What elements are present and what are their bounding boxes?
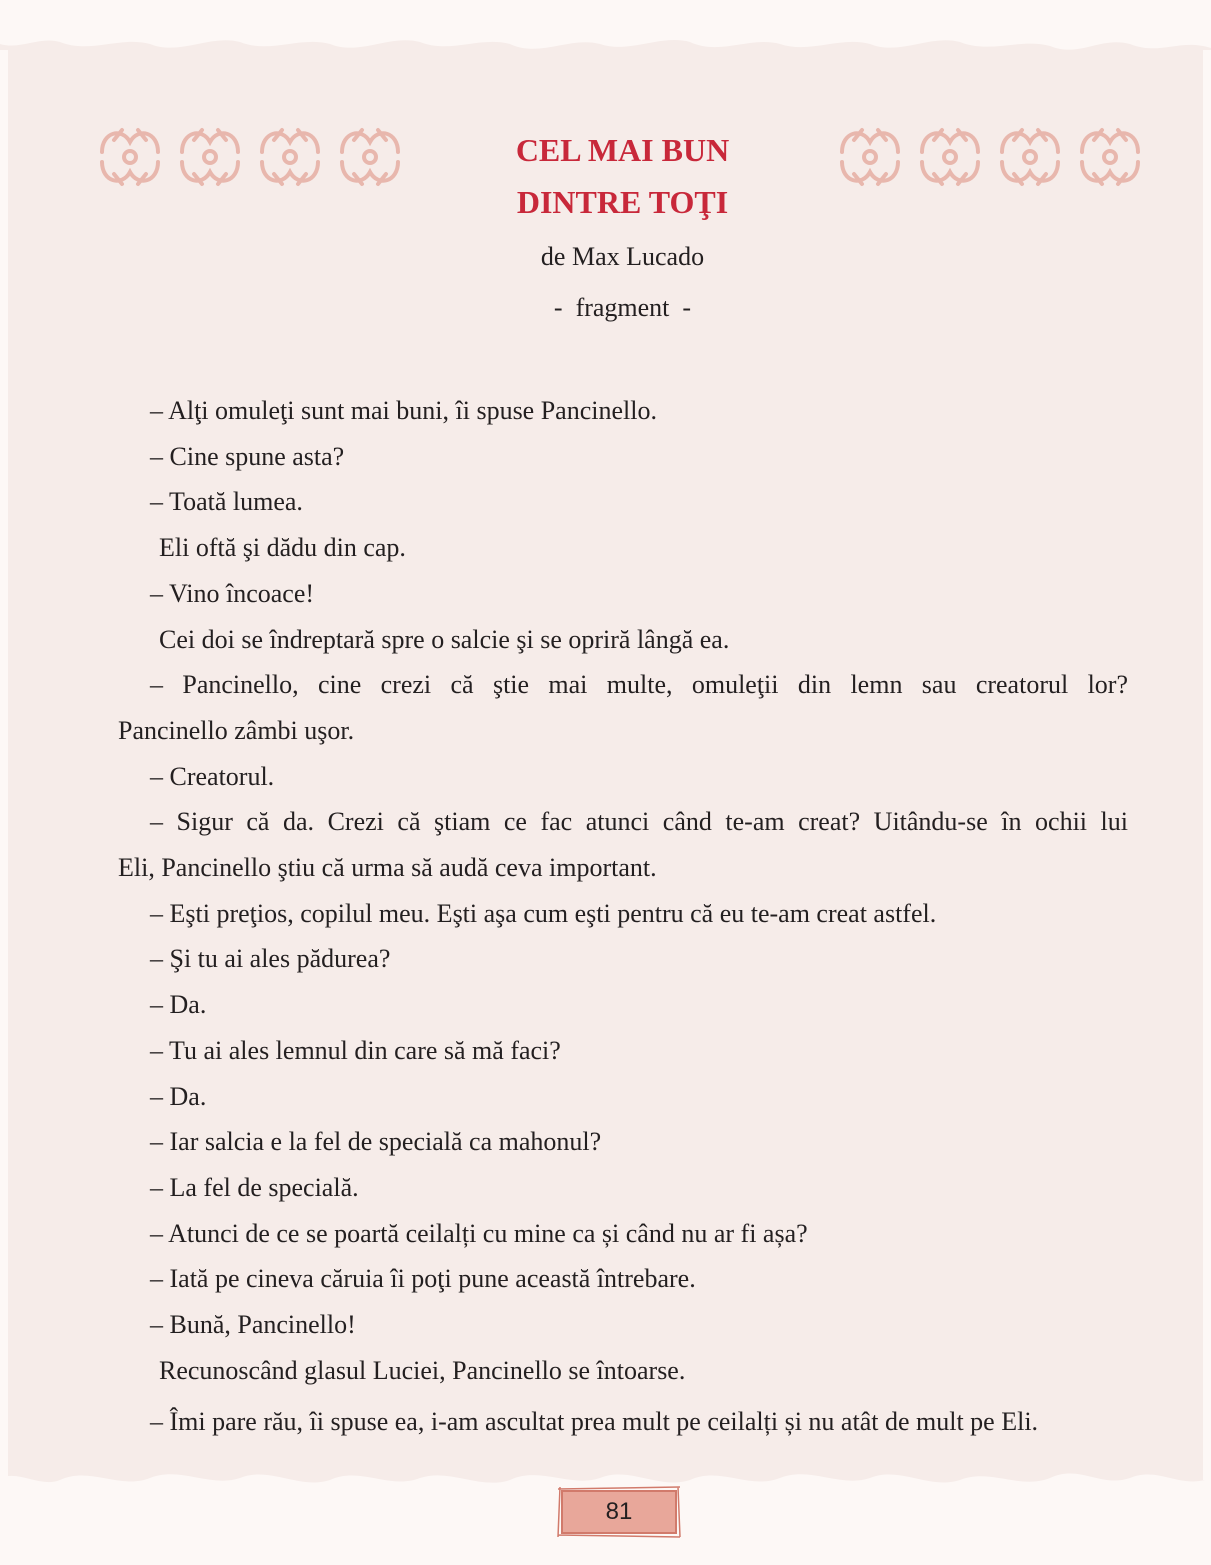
text-line: – La fel de specială. [150,1172,359,1202]
title-line-1: CEL MAI BUN [515,132,730,168]
text-line: – Da. [150,990,207,1020]
text-line: – Eşti preţios, copilul meu. Eşti aşa cum eşti pentru că eu te-am creat astfel. [150,898,937,928]
fragment-label: - fragment - [553,293,692,322]
text-line: – Toată lumea. [150,487,303,517]
ornament-right [832,112,1152,202]
text-line: Pancinello zâmbi uşor. [118,715,355,745]
title-line-2: DINTRE TOŢI [516,184,729,220]
text-line: – Atunci de ce se poartă ceilalți cu mine ca și când nu ar fi așa? [150,1218,808,1248]
text-line: – Cine spune asta? [150,441,345,471]
text-line: – Îmi pare rău, îi spuse ea, i-am ascultat prea mult pe ceilalți și nu atât de mult pe Eli. [150,1407,1039,1437]
text-line: Recunoscând glasul Luciei, Pancinello se întoarse. [159,1355,686,1385]
author: de Max Lucado [540,242,705,271]
story-text [118,388,1128,1445]
text-line: – Vino încoace! [150,578,315,608]
text-line: – Iar salcia e la fel de specială ca mahonul? [150,1127,602,1157]
text-line: Cei doi se îndreptară spre o salcie şi se opriră lângă ea. [159,624,730,654]
text-line: – Iată pe cineva căruia îi poţi pune această întrebare. [150,1264,696,1294]
text-line: – Creatorul. [150,761,275,791]
text-line: – Şi tu ai ales pădurea? [150,944,391,974]
text-line: Eli oftă şi dădu din cap. [159,533,406,563]
page-number: 81 [561,1490,677,1534]
text-line: – Tu ai ales lemnul din care să mă faci? [150,1035,561,1065]
text-line: – Alţi omuleţi sunt mai buni, îi spuse Pancinello. [150,396,657,425]
text-line: Eli, Pancinello ştiu că urma să audă ceva important. [118,853,657,883]
text-line: – Da. [150,1081,207,1111]
text-line: – Bună, Pancinello! [150,1310,356,1340]
ornament-left [92,112,412,202]
text-line: – Sigur că da. Crezi că ştiam ce fac atunci când te-am creat? Uitându-se în ochii lui [150,807,1128,837]
text-line: – Pancinello, cine crezi că ştie mai multe, omuleţii din lemn sau creatorul lor? [150,670,1128,700]
